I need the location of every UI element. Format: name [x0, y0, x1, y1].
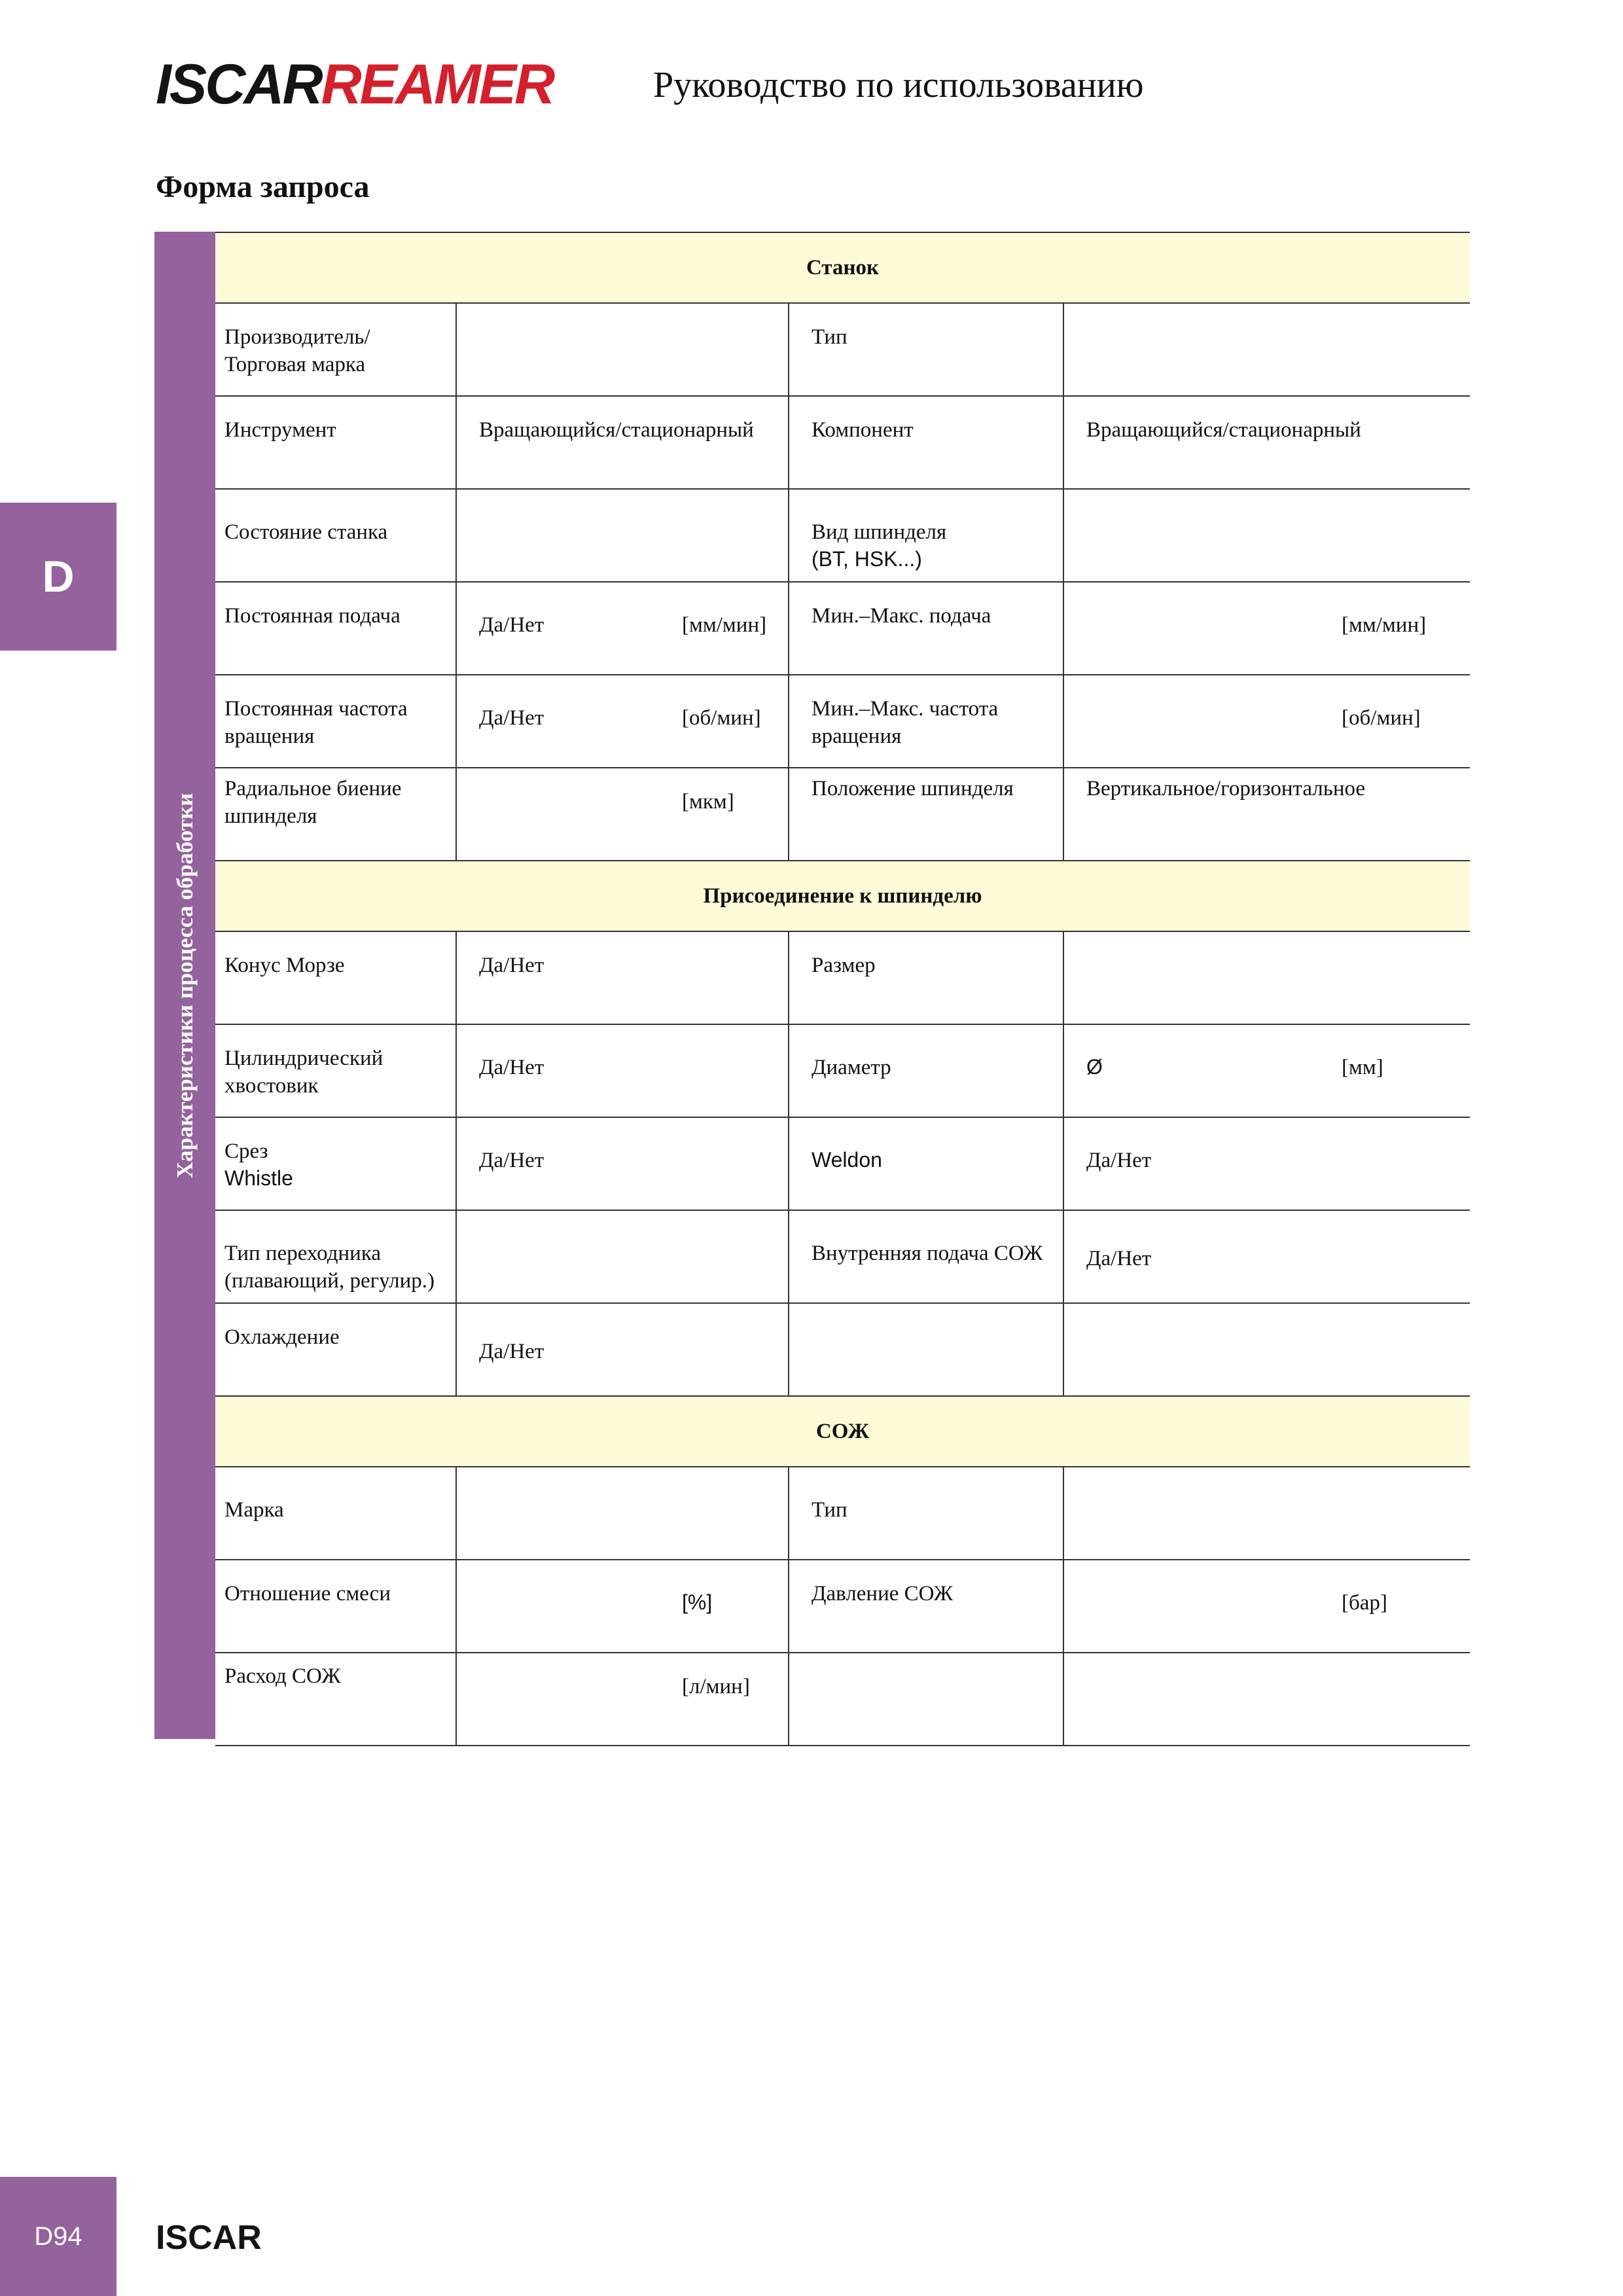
field-cylindrical-shank[interactable]	[456, 1024, 789, 1117]
label-coolant-type: Тип	[789, 1467, 1063, 1560]
form-row-cylindrical-shank	[215, 1024, 1470, 1117]
label-component: Компонент	[789, 396, 1063, 489]
field-cooling-extra[interactable]	[789, 1303, 1063, 1396]
vertical-category-label: Характеристики процесса обработки	[171, 793, 198, 1178]
field-spindle-type[interactable]	[1063, 489, 1470, 582]
field-machine-state[interactable]	[456, 489, 789, 582]
value-constant-feed: Да/Нет	[479, 613, 544, 637]
header-title: Руководство по использованию	[653, 65, 1144, 105]
diameter-symbol: Ø	[1086, 1055, 1103, 1079]
form-row-brand	[215, 1467, 1470, 1560]
form-row-adapter	[215, 1210, 1470, 1303]
page-number-tab: D94	[0, 2177, 116, 2296]
unit-coolant-pressure: [бар]	[1342, 1591, 1387, 1615]
iscar-reamer-logo: ISCARREAMER	[156, 53, 554, 116]
field-runout[interactable]	[456, 768, 789, 861]
field-diameter[interactable]	[1063, 1024, 1470, 1117]
form-row-runout	[215, 768, 1470, 861]
form-row-morse	[215, 931, 1470, 1024]
label-runout: Радиальное биение шпинделя	[215, 768, 456, 861]
label-adapter: Тип переходника (плавающий, регулир.)	[215, 1210, 456, 1303]
value-morse: Да/Нет	[479, 954, 544, 977]
label-weldon: Weldon	[789, 1117, 1063, 1210]
field-type[interactable]	[1063, 303, 1470, 396]
field-coolant-flow[interactable]	[456, 1653, 789, 1746]
field-size[interactable]	[1063, 931, 1470, 1024]
field-coolant-type[interactable]	[1063, 1467, 1470, 1560]
form-row-flow	[215, 1653, 1470, 1746]
form-row-whistle	[215, 1117, 1470, 1210]
field-min-max-speed[interactable]	[1063, 675, 1470, 768]
field-brand[interactable]	[456, 1467, 789, 1560]
label-constant-feed: Постоянная подача	[215, 582, 456, 675]
field-morse[interactable]	[456, 931, 789, 1024]
label-type: Тип	[789, 303, 1063, 396]
unit-min-max-speed: [об/мин]	[1342, 706, 1421, 730]
field-manufacturer[interactable]	[456, 303, 789, 396]
form-row-constant-speed	[215, 675, 1470, 768]
label-whistle-name: Whistle	[224, 1166, 293, 1191]
form-row-constant-feed	[215, 582, 1470, 675]
label-brand: Марка	[215, 1467, 456, 1560]
field-cooling[interactable]	[456, 1303, 789, 1396]
form-row-cooling	[215, 1303, 1470, 1396]
section-tab-d: D	[0, 503, 116, 651]
value-weldon: Да/Нет	[1086, 1149, 1152, 1172]
label-coolant-pressure: Давление СОЖ	[789, 1560, 1063, 1653]
field-internal-coolant[interactable]	[1063, 1210, 1470, 1303]
field-flow-extra[interactable]	[789, 1653, 1063, 1746]
label-morse: Конус Морзе	[215, 931, 456, 1024]
value-constant-speed: Да/Нет	[479, 706, 544, 730]
field-spindle-position[interactable]	[1063, 768, 1470, 861]
label-spindle-position: Положение шпинделя	[789, 768, 1063, 861]
value-internal-coolant: Да/Нет	[1086, 1247, 1152, 1270]
field-adapter[interactable]	[456, 1210, 789, 1303]
field-weldon[interactable]	[1063, 1117, 1470, 1210]
field-flow-extra-2[interactable]	[1063, 1653, 1470, 1746]
value-cooling: Да/Нет	[479, 1340, 544, 1363]
label-min-max-speed: Мин.–Макс. частота вращения	[789, 675, 1063, 768]
form-row-tool	[215, 396, 1470, 489]
field-cooling-extra-2[interactable]	[1063, 1303, 1470, 1396]
label-spindle-type-examples: (BT, HSK...)	[812, 547, 922, 571]
label-size: Размер	[789, 931, 1063, 1024]
unit-runout: [мкм]	[682, 790, 734, 814]
value-cylindrical-shank: Да/Нет	[479, 1056, 544, 1079]
label-machine-state: Состояние станка	[215, 489, 456, 582]
label-min-max-feed: Мин.–Макс. подача	[789, 582, 1063, 675]
section-title-spindle-connection: Присоединение к шпинделю	[215, 861, 1470, 931]
field-coolant-pressure[interactable]	[1063, 1560, 1470, 1653]
label-coolant-flow: Расход СОЖ	[215, 1653, 456, 1746]
field-mix-ratio[interactable]	[456, 1560, 789, 1653]
footer-iscar-logo: ISCAR	[156, 2219, 262, 2257]
field-constant-speed[interactable]	[456, 675, 789, 768]
section-header-coolant	[215, 1396, 1470, 1467]
label-cooling: Охлаждение	[215, 1303, 456, 1396]
section-title-machine: Станок	[215, 232, 1470, 303]
label-constant-speed: Постоянная частота вращения	[215, 675, 456, 768]
field-min-max-feed[interactable]	[1063, 582, 1470, 675]
vertical-category-bar	[154, 232, 215, 1739]
form-row-machine-state	[215, 489, 1470, 582]
field-tool[interactable]	[456, 396, 789, 489]
unit-constant-speed: [об/мин]	[682, 706, 761, 730]
form-title: Форма запроса	[156, 170, 370, 204]
label-spindle-type	[789, 489, 1063, 582]
unit-min-max-feed: [мм/мин]	[1342, 613, 1427, 637]
unit-mix-ratio: [%]	[682, 1590, 713, 1614]
value-whistle: Да/Нет	[479, 1149, 544, 1172]
field-component[interactable]	[1063, 396, 1470, 489]
field-constant-feed[interactable]	[456, 582, 789, 675]
unit-coolant-flow: [л/мин]	[682, 1675, 750, 1698]
form-row-mix-ratio	[215, 1560, 1470, 1653]
section-header-spindle-connection	[215, 861, 1470, 931]
label-mix-ratio: Отношение смеси	[215, 1560, 456, 1653]
label-whistle	[215, 1117, 456, 1210]
request-form-table	[215, 232, 1470, 1746]
field-whistle[interactable]	[456, 1117, 789, 1210]
label-internal-coolant: Внутренняя подача СОЖ	[789, 1210, 1063, 1303]
label-diameter: Диаметр	[789, 1024, 1063, 1117]
form-row-manufacturer	[215, 303, 1470, 396]
unit-diameter: [мм]	[1342, 1056, 1383, 1079]
label-cylindrical-shank: Цилиндрический хвостовик	[215, 1024, 456, 1117]
unit-constant-feed: [мм/мин]	[682, 613, 767, 637]
label-manufacturer: Производитель/ Торговая марка	[215, 303, 456, 396]
value-tool: Вращающийся/стационарный	[479, 418, 754, 442]
label-tool: Инструмент	[215, 396, 456, 489]
label-spindle-type-main: Вид шпинделя	[812, 520, 947, 544]
label-whistle-main: Срез	[224, 1139, 268, 1163]
value-spindle-position: Вертикальное/горизонтальное	[1086, 777, 1366, 800]
section-header-machine	[215, 232, 1470, 303]
value-component: Вращающийся/стационарный	[1086, 418, 1361, 442]
section-title-coolant: СОЖ	[215, 1396, 1470, 1467]
